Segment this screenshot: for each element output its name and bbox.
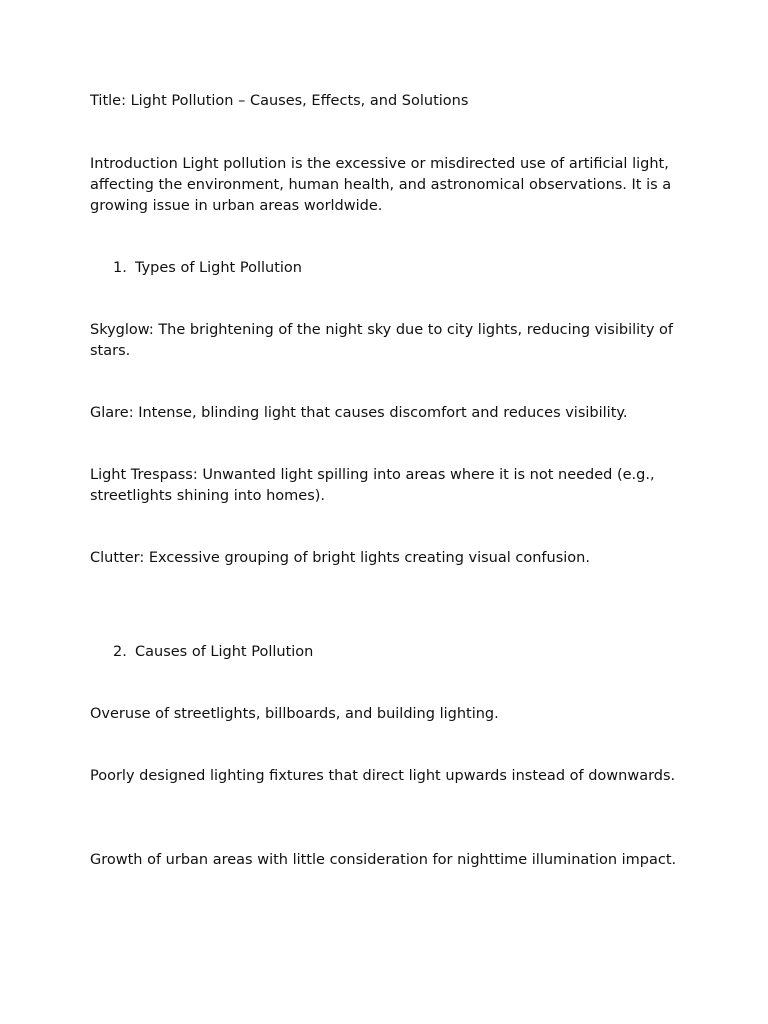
section-2-heading <box>113 642 673 663</box>
introduction-paragraph: Introduction Light pollution is the excessive or misdirected use of artificial light, affecting the environment, human health, and astronomical observations. It is a growing issue in urban areas worldwide. <box>90 156 672 214</box>
light-trespass-paragraph: Light Trespass: Unwanted light spilling into areas where it is not needed (e.g., streetlights shining into homes). <box>90 467 655 504</box>
section-1-number: 1. <box>113 260 127 276</box>
section-1-heading <box>113 258 673 279</box>
section-2-heading-text: Causes of Light Pollution <box>135 644 314 660</box>
glare-paragraph: Glare: Intense, blinding light that causes discomfort and reduces visibility. <box>90 405 628 421</box>
clutter-paragraph: Clutter: Excessive grouping of bright lights creating visual confusion. <box>90 550 590 566</box>
section-1-heading-text: Types of Light Pollution <box>135 260 302 276</box>
skyglow-paragraph: Skyglow: The brightening of the night sky due to city lights, reducing visibility of stars. <box>90 322 674 359</box>
overuse-paragraph: Overuse of streetlights, billboards, and building lighting. <box>90 706 499 722</box>
urban-growth-paragraph: Growth of urban areas with little consideration for nighttime illumination impact. <box>90 852 677 868</box>
document-title: Title: Light Pollution – Causes, Effects, and Solutions <box>90 93 469 109</box>
poor-design-paragraph: Poorly designed lighting fixtures that direct light upwards instead of downwards. <box>90 768 676 784</box>
section-2-number: 2. <box>113 644 127 660</box>
